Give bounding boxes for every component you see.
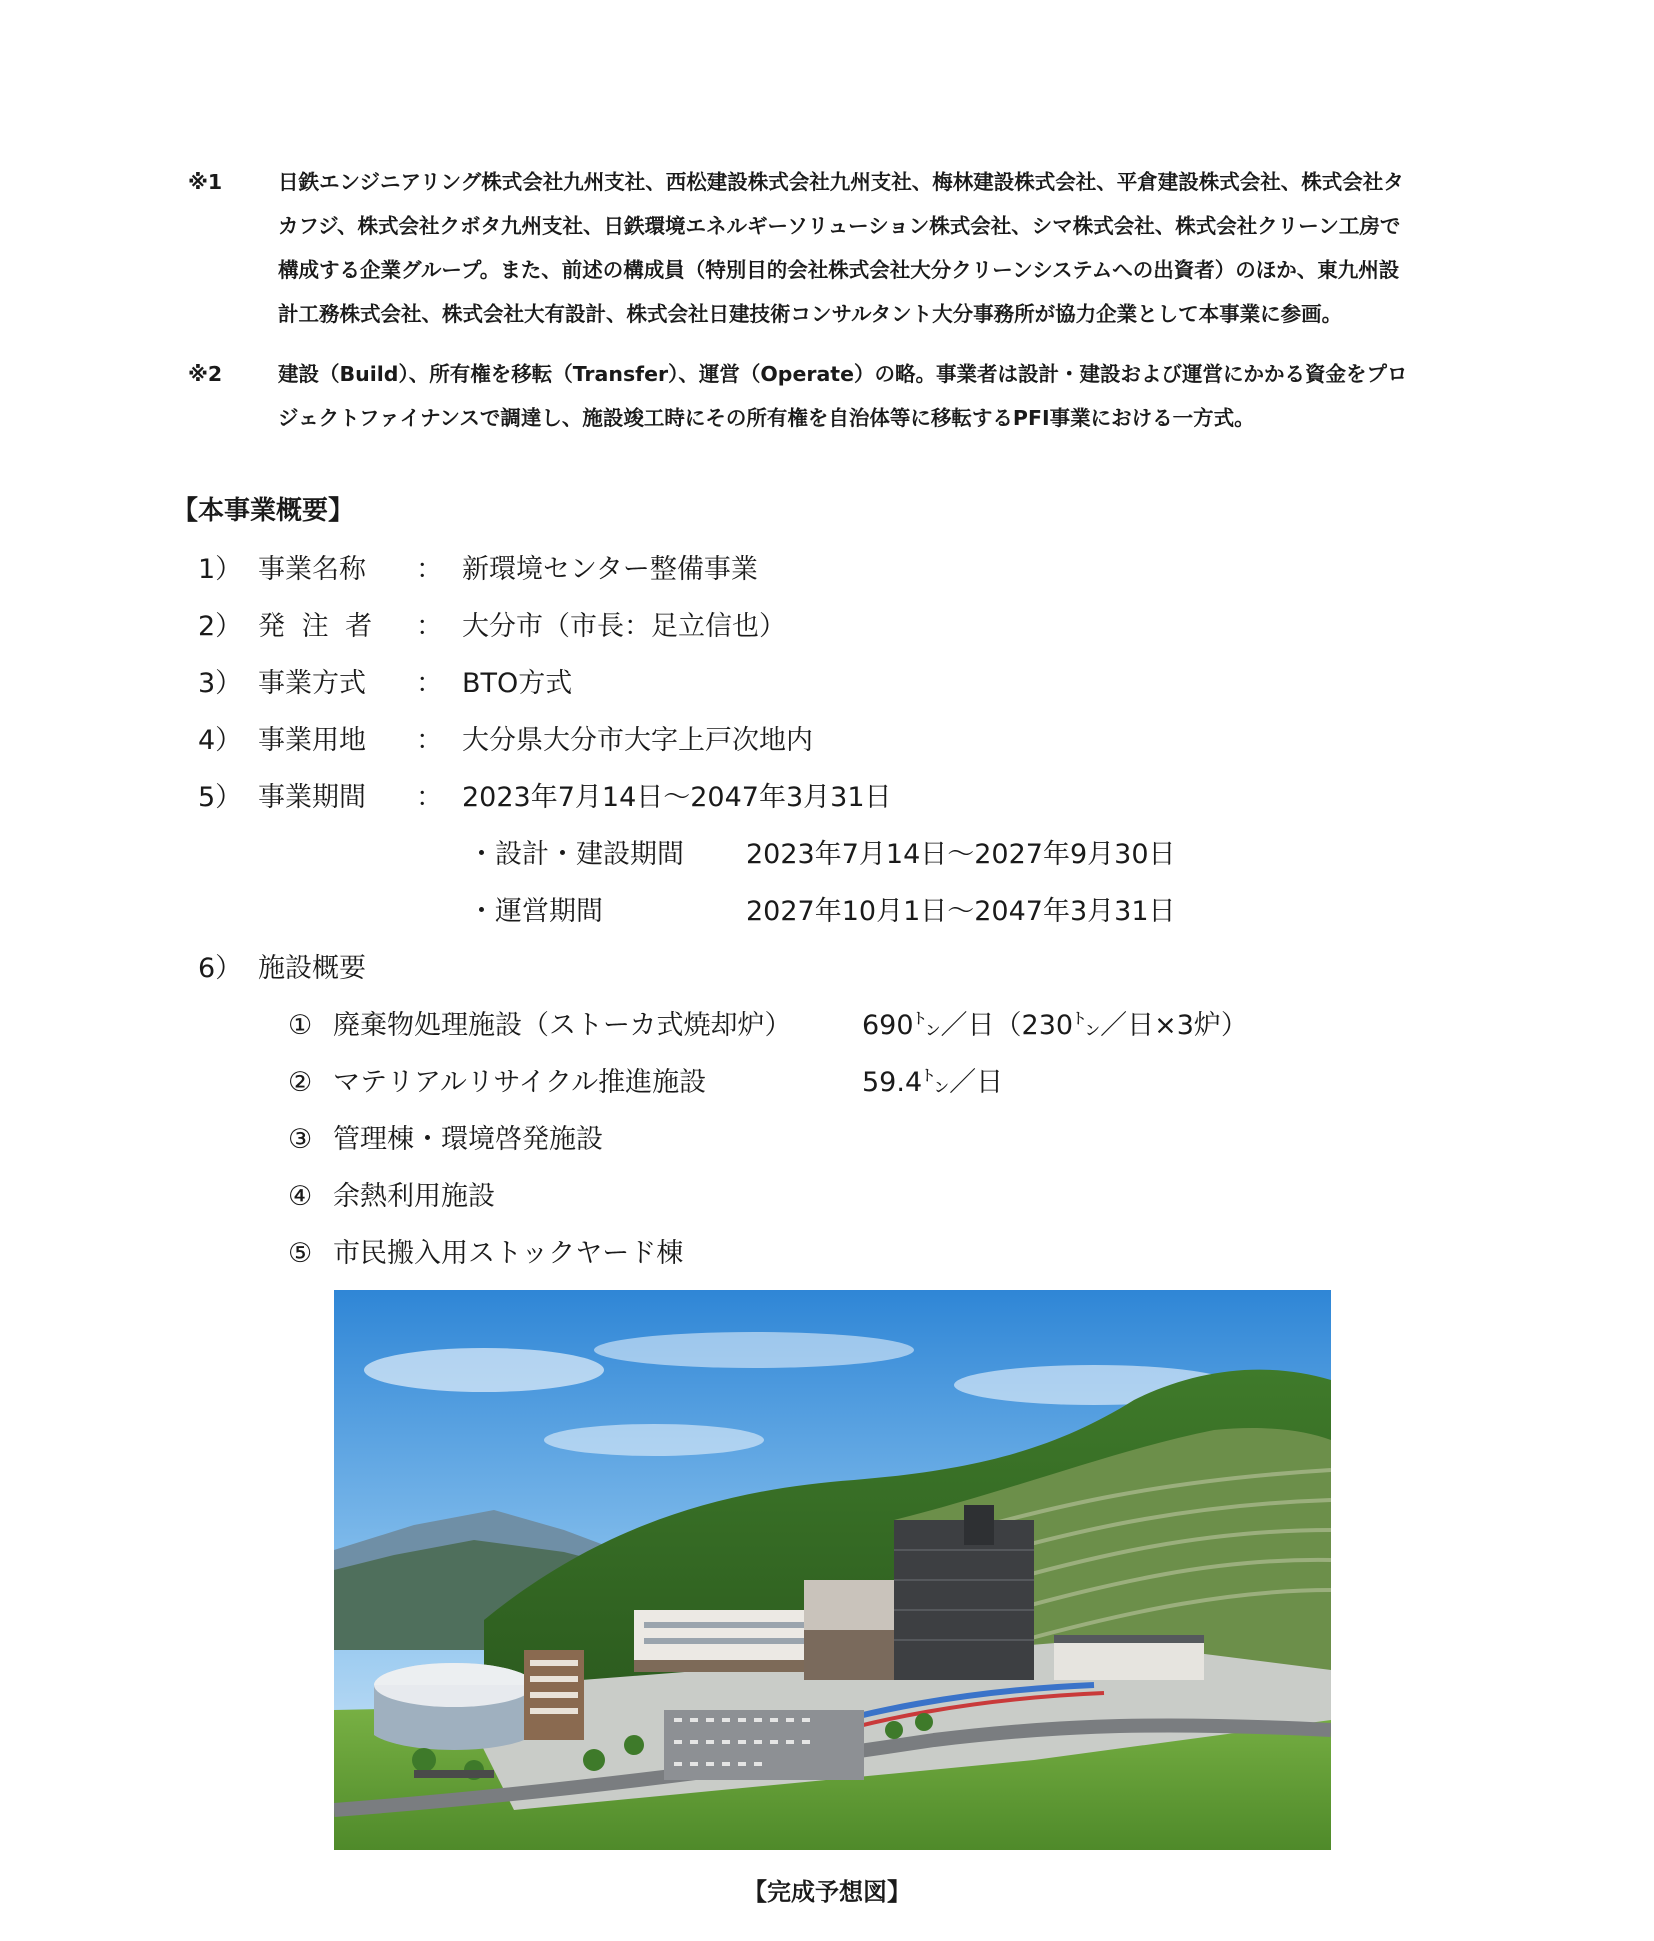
facility-label: 管理棟・環境啓発施設 [333,1124,603,1155]
note-1-line: 計工務株式会社、株式会社大有設計、株式会社日建技術コンサルタント大分事務所が協力企業として本事業に参画。 [278,302,1343,326]
item-colon: ： [416,725,443,756]
item-value: 大分県大分市大字上戸次地内 [462,725,813,756]
item-value: 大分市（市長：足立信也） [462,611,786,642]
facility-capacity: 59.4㌧／日 [862,1067,1004,1098]
figure-caption: 【完成予想図】 [743,1878,911,1906]
facility-label: 余熱利用施設 [333,1181,495,1212]
facility-number: ⑤ [288,1238,313,1269]
item-number: 4） [198,725,243,756]
item-number: 5） [198,782,243,813]
item-number: 2） [198,611,243,642]
item-label: 施設概要 [258,953,366,984]
facility-number: ④ [288,1181,313,1212]
period-value: 2023年7月14日～2027年9月30日 [746,839,1176,870]
item-label: 事業期間 [258,782,366,813]
note-2 [188,352,1608,440]
item-label: 事業方式 [258,668,366,699]
facility-number: ③ [288,1124,313,1155]
note-1-line: カフジ、株式会社クボタ九州支社、日鉄環境エネルギーソリューション株式会社、シマ株式会社、株式会社クリーン工房で [278,214,1401,238]
item-number: 3） [198,668,243,699]
item-value: BTO方式 [462,668,573,699]
item-number: 1） [198,554,243,585]
item-colon: ： [416,668,443,699]
note-2-line: 建設（Build）、所有権を移転（Transfer）、運営（Operate）の略。事業者は設計・建設および運営にかかる資金をプロ [278,362,1408,386]
facility-label: マテリアルリサイクル推進施設 [333,1067,707,1098]
facility-label: 廃棄物処理施設（ストーカ式焼却炉） [333,1010,792,1041]
facility-capacity: 690㌧／日（230㌧／日×3炉） [862,1010,1248,1041]
item-label: 発 注 者 [258,611,377,642]
note-2-mark: ※2 [188,362,223,386]
overview-heading: 【本事業概要】 [172,496,355,526]
note-1-line: 構成する企業グループ。また、前述の構成員（特別目的会社株式会社大分クリーンシステムへの出資者）のほか、東九州設 [278,258,1400,282]
note-2-line: ジェクトファイナンスで調達し、施設竣工時にその所有権を自治体等に移転するPFI事業における一方式。 [278,406,1255,430]
note-1 [188,160,1608,336]
item-label: 事業名称 [258,554,366,585]
item-label: 事業用地 [258,725,366,756]
period-label: ・運営期間 [468,896,603,927]
item-value: 2023年7月14日～2047年3月31日 [462,782,892,813]
note-1-line: 日鉄エンジニアリング株式会社九州支社、西松建設株式会社九州支社、梅林建設株式会社、平倉建設株式会社、株式会社タ [278,170,1404,194]
item-colon: ： [416,611,443,642]
facility-label: 市民搬入用ストックヤード棟 [333,1238,684,1269]
note-1-mark: ※1 [188,170,223,194]
facility-rendering-image [334,1290,1331,1850]
facility-number: ② [288,1067,313,1098]
period-label: ・設計・建設期間 [468,839,684,870]
facility-number: ① [288,1010,313,1041]
item-value: 新環境センター整備事業 [462,554,758,585]
item-number: 6） [198,953,243,984]
period-value: 2027年10月1日～2047年3月31日 [746,896,1176,927]
item-colon: ： [416,782,443,813]
item-colon: ： [416,554,443,585]
